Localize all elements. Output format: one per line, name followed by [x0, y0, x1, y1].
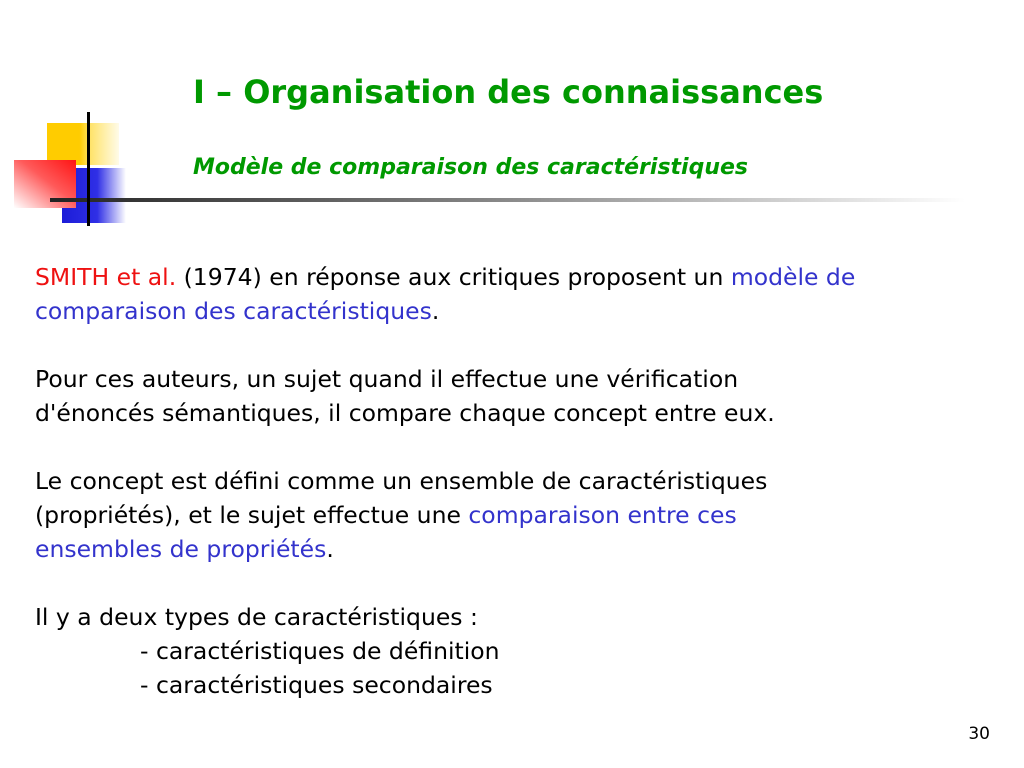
text-line — [35, 260, 995, 294]
punctuation: . — [326, 535, 334, 563]
highlighted-term: modèle de — [730, 263, 856, 291]
text-line — [35, 498, 995, 532]
paragraph-types — [35, 600, 995, 702]
highlighted-term: comparaison entre ces — [468, 501, 737, 529]
slide-body — [35, 260, 995, 702]
list-item: - caractéristiques secondaires — [140, 671, 493, 699]
text-line — [35, 532, 995, 566]
text-line: Pour ces auteurs, un sujet quand il effectue une vérification — [35, 365, 739, 393]
logo-yellow-square — [47, 123, 119, 165]
highlighted-term: comparaison des caractéristiques — [35, 297, 432, 325]
logo-horizontal-rule — [50, 198, 965, 202]
slide-title: I – Organisation des connaissances — [193, 73, 824, 111]
paragraph-concept — [35, 464, 995, 566]
paragraph-authors — [35, 362, 995, 430]
author-citation: SMITH et al. — [35, 263, 177, 291]
highlighted-term: ensembles de propriétés — [35, 535, 327, 563]
logo-vertical-rule — [87, 112, 90, 226]
body-text: (1974) en réponse aux critiques proposent un — [176, 263, 731, 291]
text-line — [35, 294, 995, 328]
slide-logo — [0, 0, 1024, 240]
punctuation: . — [431, 297, 440, 325]
paragraph-smith — [35, 260, 995, 328]
list-item: - caractéristiques de définition — [140, 637, 500, 665]
text-line: Il y a deux types de caractéristiques : — [35, 603, 478, 631]
text-line: Le concept est défini comme un ensemble de caractéristiques — [35, 467, 768, 495]
body-text: (propriétés), et le sujet effectue une — [35, 501, 469, 529]
slide-subtitle: Modèle de comparaison des caractéristiques — [193, 155, 749, 180]
page-number: 30 — [968, 724, 990, 744]
text-line: d'énoncés sémantiques, il compare chaque concept entre eux. — [35, 399, 775, 427]
